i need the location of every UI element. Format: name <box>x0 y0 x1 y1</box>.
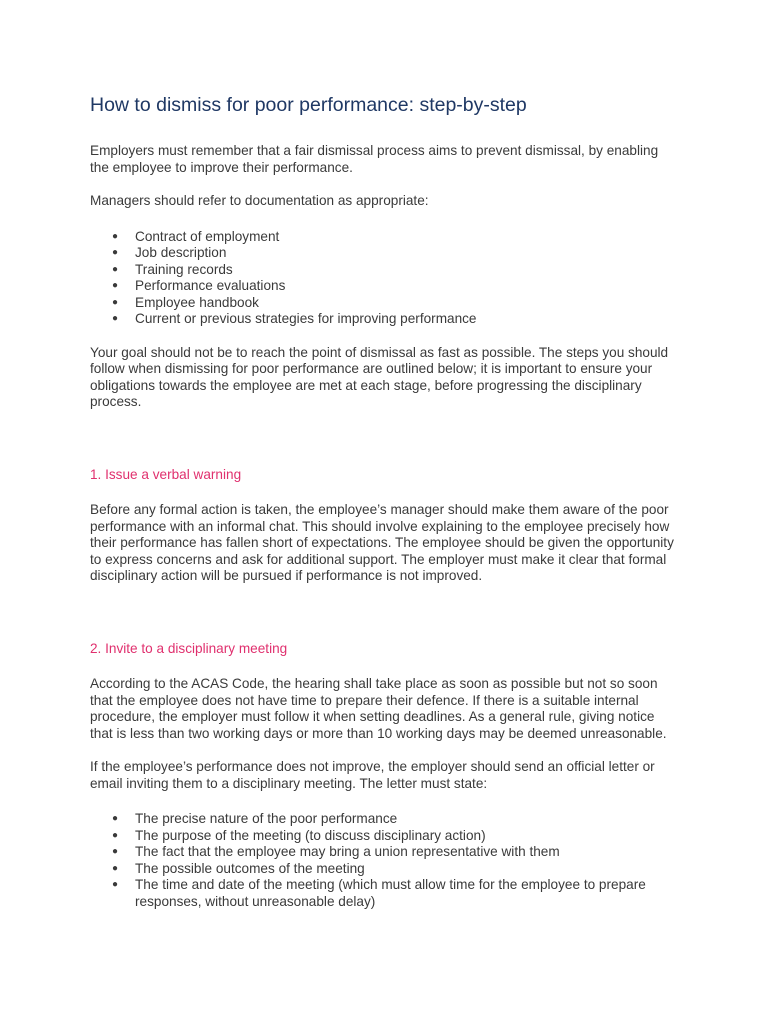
list-item: ● The precise nature of the poor performance <box>112 811 398 826</box>
list-item: ● Contract of employment <box>112 228 280 244</box>
list-item: ● The fact that the employee may bring a union representative with them <box>112 844 560 859</box>
step-1-heading: 1. Issue a verbal warning <box>90 466 242 482</box>
intro-paragraph: Employers must remember that a fair dismissal process aims to prevent dismissal, by enabling the employee to improve their performance. <box>90 143 659 175</box>
bullet-icon: ● <box>112 862 119 874</box>
list-item: ● Employee handbook <box>112 294 259 310</box>
list-item: ● Training records <box>112 261 233 277</box>
goal-paragraph: Your goal should not be to reach the point of dismissal as fast as possible. The steps you should follow when dismissing for poor performance are outlined below; it is important to ensure your obligations towards the employee are met at each stage, before progressing the disciplinary process. <box>90 344 669 409</box>
document-page <box>90 92 675 910</box>
page-title: How to dismiss for poor performance: step-by-step <box>90 94 527 116</box>
bullet-icon: ● <box>112 846 119 857</box>
bullet-icon: ● <box>112 296 119 308</box>
step-2-body: According to the ACAS Code, the hearing shall take place as soon as possible but not so soon that the employee does not have time to prepare their defence. If there is a suitable internal procedure, the employer must follow it when setting deadlines. As a general rule, giving notice that is less than two working days or more than 10 working days may be deemed unreasonable. <box>90 676 667 741</box>
documentation-list <box>90 229 675 328</box>
bullet-icon: ● <box>112 879 119 890</box>
list-item: ● The time and date of the meeting (which must allow time for the employee to prepare responses, without unreasonable delay) <box>112 877 646 909</box>
list-item: ● Current or previous strategies for improving performance <box>112 311 477 326</box>
step-2-heading: 2. Invite to a disciplinary meeting <box>90 640 288 656</box>
step-2-letter-intro: If the employee’s performance does not improve, the employer should send an official letter or email inviting them to a disciplinary meeting. The letter must state: <box>90 759 655 791</box>
list-item: ● Job description <box>112 245 227 260</box>
letter-requirements-list <box>90 811 675 910</box>
managers-note: Managers should refer to documentation as appropriate: <box>90 193 429 208</box>
list-item: ● The purpose of the meeting (to discuss disciplinary action) <box>112 827 486 843</box>
bullet-icon: ● <box>112 280 119 291</box>
step-1-body: Before any formal action is taken, the employee’s manager should make them aware of the poor performance with an informal chat. This should involve explaining to the employee precisely how their performance has fallen short of expectations. The employee should be given the opportunity to express concerns and ask for additional support. The employer must make it clear that formal disciplinary action will be pursued if performance is not improved. <box>90 502 674 583</box>
bullet-icon: ● <box>112 247 119 258</box>
list-item: ● Performance evaluations <box>112 278 286 293</box>
bullet-icon: ● <box>112 313 119 324</box>
bullet-icon: ● <box>112 263 119 275</box>
bullet-icon: ● <box>112 813 119 824</box>
bullet-icon: ● <box>112 230 119 242</box>
list-item: ● The possible outcomes of the meeting <box>112 860 365 876</box>
bullet-icon: ● <box>112 829 119 841</box>
